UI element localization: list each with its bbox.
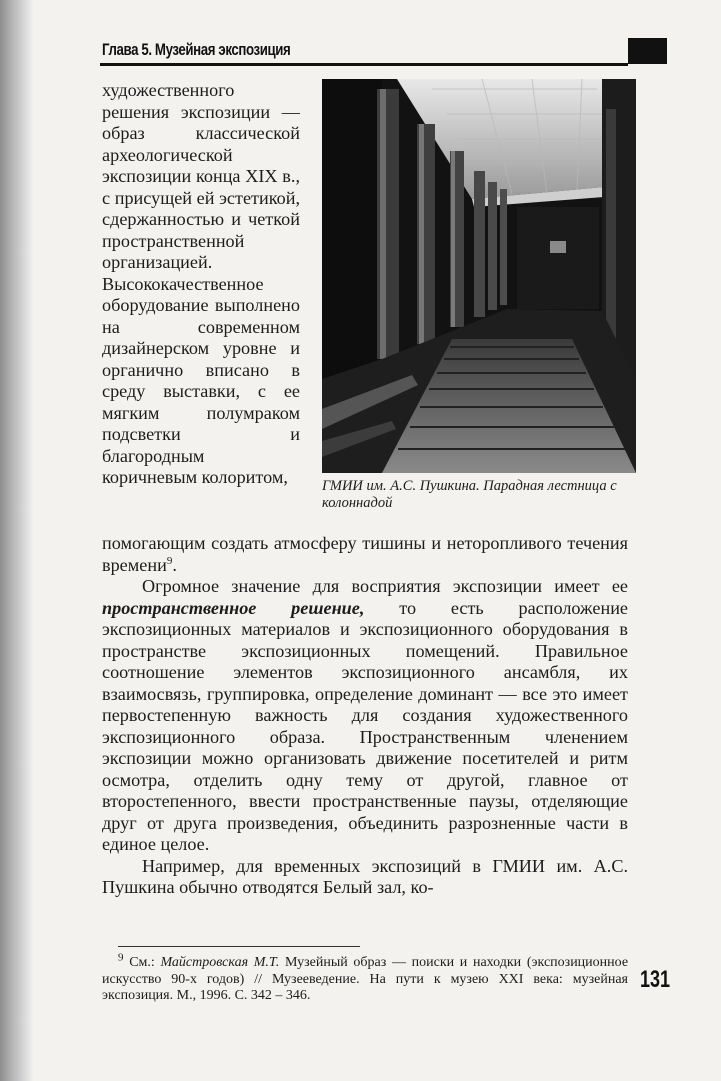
header-tab-marker <box>628 38 667 64</box>
footnote-see: См.: <box>129 955 155 970</box>
main-text-block <box>102 533 628 899</box>
paragraph-2-rest: то есть расположение экспозиционных материалов и экспозиционного оборудования в пространстве экспозиционных помещений. Правильное соотношение элементов экспозиционного ансамбля, их взаимосвязь, группировка, определение доминант — все это имеет первостепенную важность для создания художественного экспозиционного образа. Пространственным членением экспозиции можно организовать движение посетителей и ритм осмотра, отделить одну тему от другой, главное от второстепенного, ввести пространственные паузы, отделяющие друг от друга произведения, объединить разрозненные части в единое целое. <box>102 597 628 854</box>
paragraph-2 <box>102 576 628 856</box>
footnote-author: Майстровская М.Т. <box>160 955 280 970</box>
paragraph-1-wrapped <box>102 80 300 489</box>
header-rule <box>100 63 628 66</box>
figure-caption: ГМИИ им. А.С. Пушкина. Парадная лестница с колоннадой <box>322 478 617 511</box>
paragraph-1-period: . <box>172 554 177 575</box>
paragraph-2-start: Огромное значение для восприятия экспозиции имеет ее <box>142 576 628 596</box>
footnote-text <box>102 951 629 1005</box>
footnote-rule <box>118 946 360 947</box>
page-number: 131 <box>640 966 671 993</box>
footnote-body: Музейный образ — поиски и находки (экспозиционное искусство 90-х годов) // Музееведение. На пути к музею XXI века: музейная экспозиция. М., 1996. С. 342 – 346. <box>102 955 629 1003</box>
paragraph-1-narrow-text: художественного решения экспозиции — образ классической археологической экспозиции конца XIX в., с присущей ей эстетикой, сдержанностью и четкой пространственной организацией. Высококачественное оборудование выполнено на современном дизайнерском уровне и органично вписано в среду выставки, с ее мягким полумраком подсветки и благородным коричневым колоритом, <box>102 80 300 487</box>
paragraph-1-ending <box>102 533 628 576</box>
emphasized-term: пространственное решение, <box>102 597 365 618</box>
footnote-reference: 9 <box>166 554 173 567</box>
book-spine-shadow <box>0 0 34 1081</box>
figure-photo-staircase-colonnade <box>322 79 636 473</box>
paragraph-1-full-text: помогающим создать атмосферу тишины и неторопливого течения времени <box>102 533 628 575</box>
footnote <box>102 951 629 1005</box>
footnote-marker: 9 <box>118 951 124 964</box>
chapter-header: Глава 5. Музейная экспозиция <box>102 40 291 59</box>
paragraph-3: Например, для временных экспозиций в ГМИИ им. А.С. Пушкина обычно отводятся Белый зал, ко- <box>102 855 628 897</box>
